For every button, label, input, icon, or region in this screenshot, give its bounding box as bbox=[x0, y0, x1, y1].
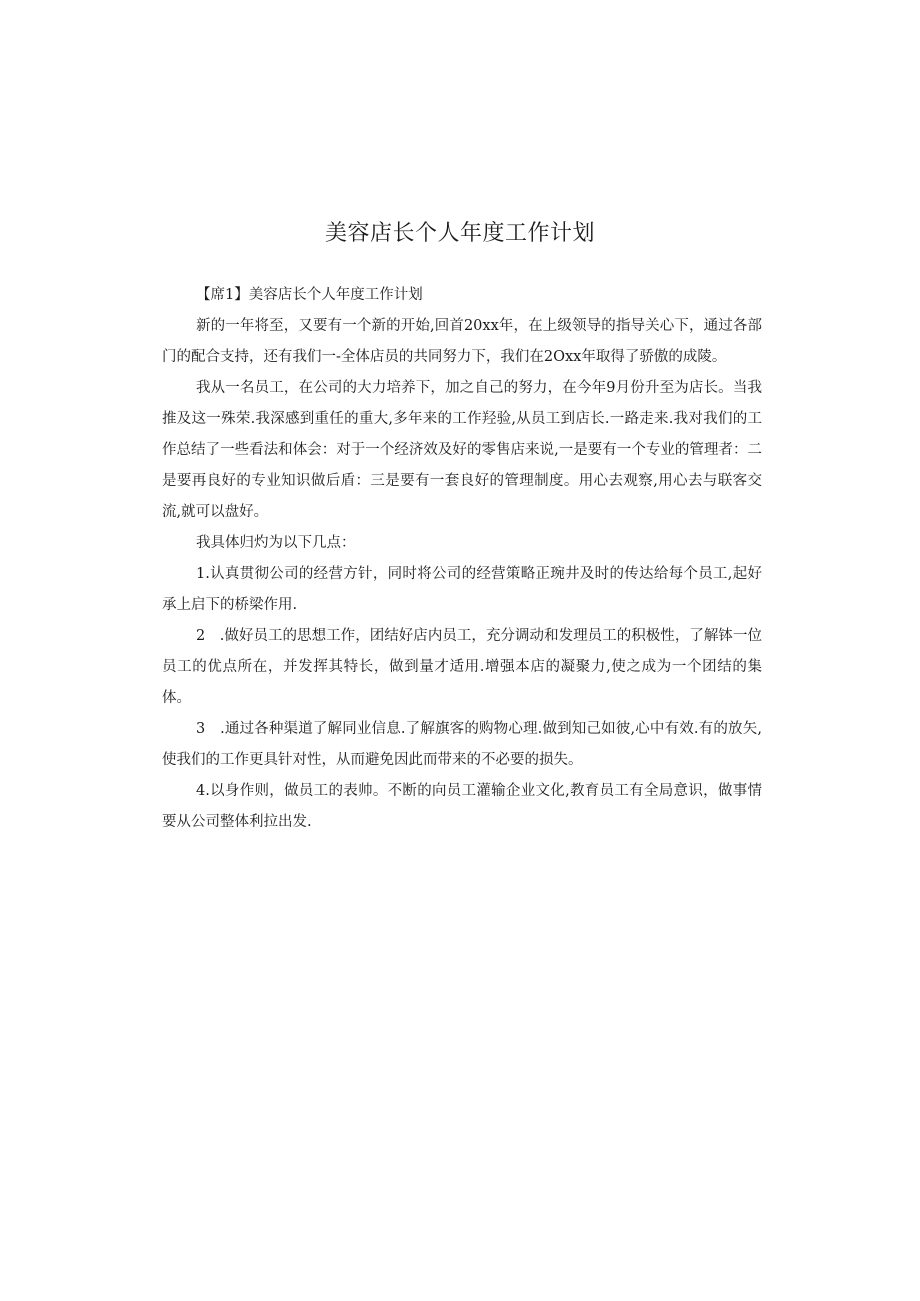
document-title: 美容店长个人年度工作计划 bbox=[324, 221, 595, 246]
list-item-4: 4.以身作则，做员工的表帅。不断的向员工灌输企业文化,教育员工有全局意识，做事情要从公司整体利拉出发. bbox=[162, 783, 762, 830]
paragraph-intro: 新的一年将至，又要有一个新的开始,回首20xx年，在上级领导的指导关心下，通过各部门的配合支持，还有我们一-全体店员的共同努力下，我们在2Oxx年取得了骄傲的成陵。 bbox=[162, 318, 762, 365]
list-item-3: 3 .通过各种渠道了解同业信息.了解旗客的购物心理.做到知己如彼,心中有效.有的放矢,使我们的工作更具针对性，从而避免因此而带来的不必要的损失。 bbox=[162, 721, 762, 768]
paragraph-summary-lead: 我具体归灼为以下几点： bbox=[196, 535, 356, 551]
document-body bbox=[162, 280, 762, 838]
list-item-1: 1.认真贯彻公司的经营方针，同时将公司的经营策略正琬井及时的传达给每个员工,起好承上启下的桥梁作用. bbox=[162, 566, 762, 613]
list-item-2: 2 .做好员工的思想工作，团结好店内员工，充分调动和发理员工的积极性，了解钵一位员工的优点所在，并发挥其特长，做到量才适用.增强本店的凝聚力,使之成为一个团结的集体。 bbox=[162, 628, 762, 706]
section-heading: 【席1】美容店长个人年度工作计划 bbox=[196, 287, 423, 303]
paragraph-background: 我从一名员工，在公司的大力培养下，加之自己的努力，在今年9月份升至为店长。当我推及这一殊荣.我深感到重任的重大,多年来的工作羟验,从员工到店长.一路走来.我对我们的工作总结了一些看法和体会：对于一个经济效及好的零售店来说,一是要有一个专业的管理者：二是要再良好的专业知识做后盾：三是要有一套良好的管理制度。用心去观察,用心去与联客交流,就可以盘好。 bbox=[162, 380, 762, 520]
